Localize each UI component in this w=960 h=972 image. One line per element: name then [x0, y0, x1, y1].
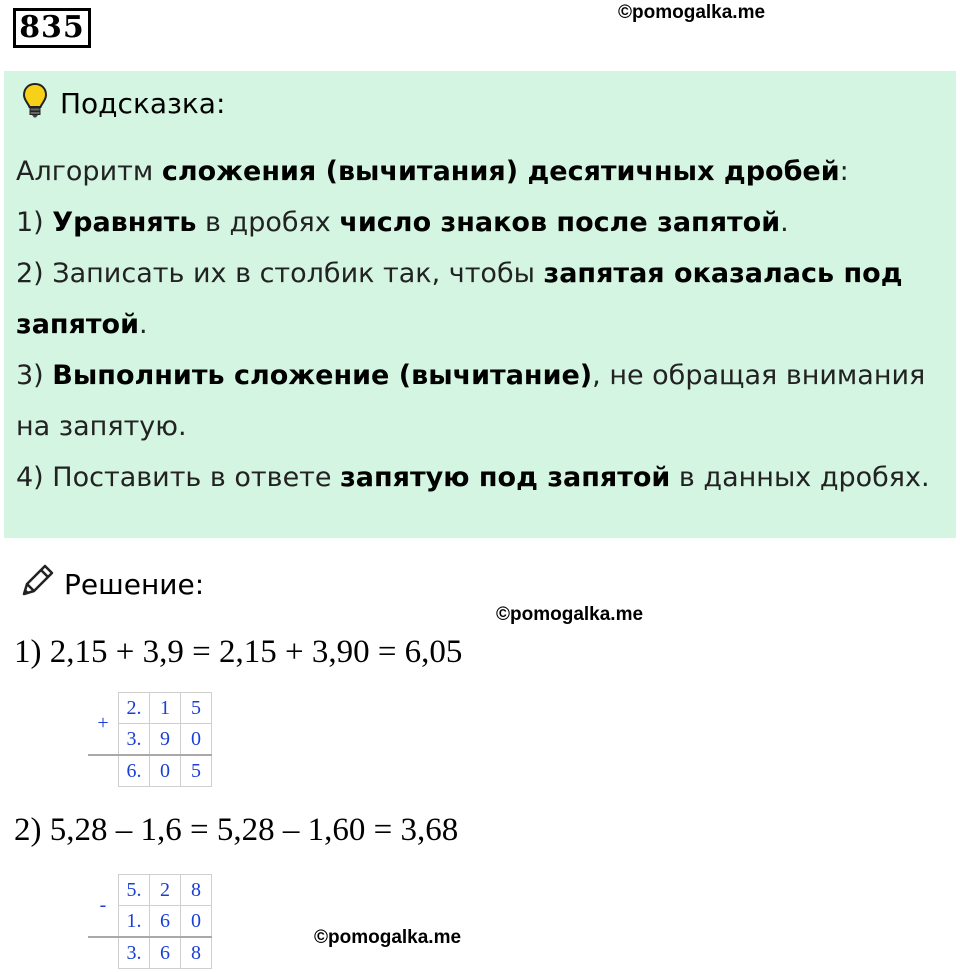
calc-cell: 2: [150, 875, 181, 906]
calc-cell: 6.: [119, 755, 150, 787]
lightbulb-icon: [22, 82, 48, 125]
pencil-icon: [18, 562, 56, 607]
calc1-result-row: [88, 755, 212, 787]
calc1-row-1: [88, 693, 212, 724]
calc-cell: 3.: [119, 724, 150, 756]
hint-step-3-cont: на запятую.: [16, 411, 187, 442]
calc-cell: 5: [181, 755, 212, 787]
hint-header: [22, 83, 225, 123]
hint-step-1: 1) Уравнять в дробях число знаков после запятой.: [16, 207, 789, 238]
calc-cell: 6: [150, 937, 181, 969]
calc-cell: 8: [181, 875, 212, 906]
calc-cell: 3.: [119, 937, 150, 969]
hint-box: [4, 71, 956, 538]
watermark-bottom: ©pomogalka.me: [314, 927, 462, 948]
calc-cell: 2.: [119, 693, 150, 724]
hint-body: [16, 146, 946, 503]
column-calc-2: [88, 874, 212, 969]
minus-operator: -: [88, 875, 119, 938]
calc-cell: 6: [150, 906, 181, 938]
hint-step-4: 4) Поставить в ответе запятую под запятой в данных дробях.: [16, 462, 930, 493]
calc-blank-cell: [88, 937, 119, 969]
calc-cell: 0: [181, 906, 212, 938]
watermark-top: ©pomogalka.me: [618, 2, 766, 23]
calc-cell: 5: [181, 693, 212, 724]
calc2-result-row: [88, 937, 212, 969]
calc-cell: 9: [150, 724, 181, 756]
calc-cell: 0: [150, 755, 181, 787]
hint-step-3: 3) Выполнить сложение (вычитание), не обращая внимания: [16, 360, 926, 391]
calc2-row-1: [88, 875, 212, 906]
equation-2: 2) 5,28 – 1,6 = 5,28 – 1,60 = 3,68: [14, 812, 459, 848]
column-calc-1: [88, 692, 212, 787]
calc-cell: 8: [181, 937, 212, 969]
hint-step-2: 2) Записать их в столбик так, чтобы запятая оказалась под: [16, 258, 903, 289]
equation-1: 1) 2,15 + 3,9 = 2,15 + 3,90 = 6,05: [14, 634, 463, 670]
calc-blank-cell: [88, 755, 119, 787]
watermark-middle: ©pomogalka.me: [496, 604, 644, 625]
calc-cell: 0: [181, 724, 212, 756]
plus-operator: +: [88, 693, 119, 756]
solution-header: [18, 562, 204, 606]
hint-title: Подсказка:: [60, 86, 226, 120]
hint-intro: Алгоритм сложения (вычитания) десятичных дробей:: [16, 156, 849, 187]
hint-step-2-cont: запятой.: [16, 309, 148, 340]
calc-cell: 1.: [119, 906, 150, 938]
solution-title: Решение:: [64, 567, 205, 601]
calc-cell: 5.: [119, 875, 150, 906]
problem-number: 835: [13, 8, 91, 48]
calc-cell: 1: [150, 693, 181, 724]
